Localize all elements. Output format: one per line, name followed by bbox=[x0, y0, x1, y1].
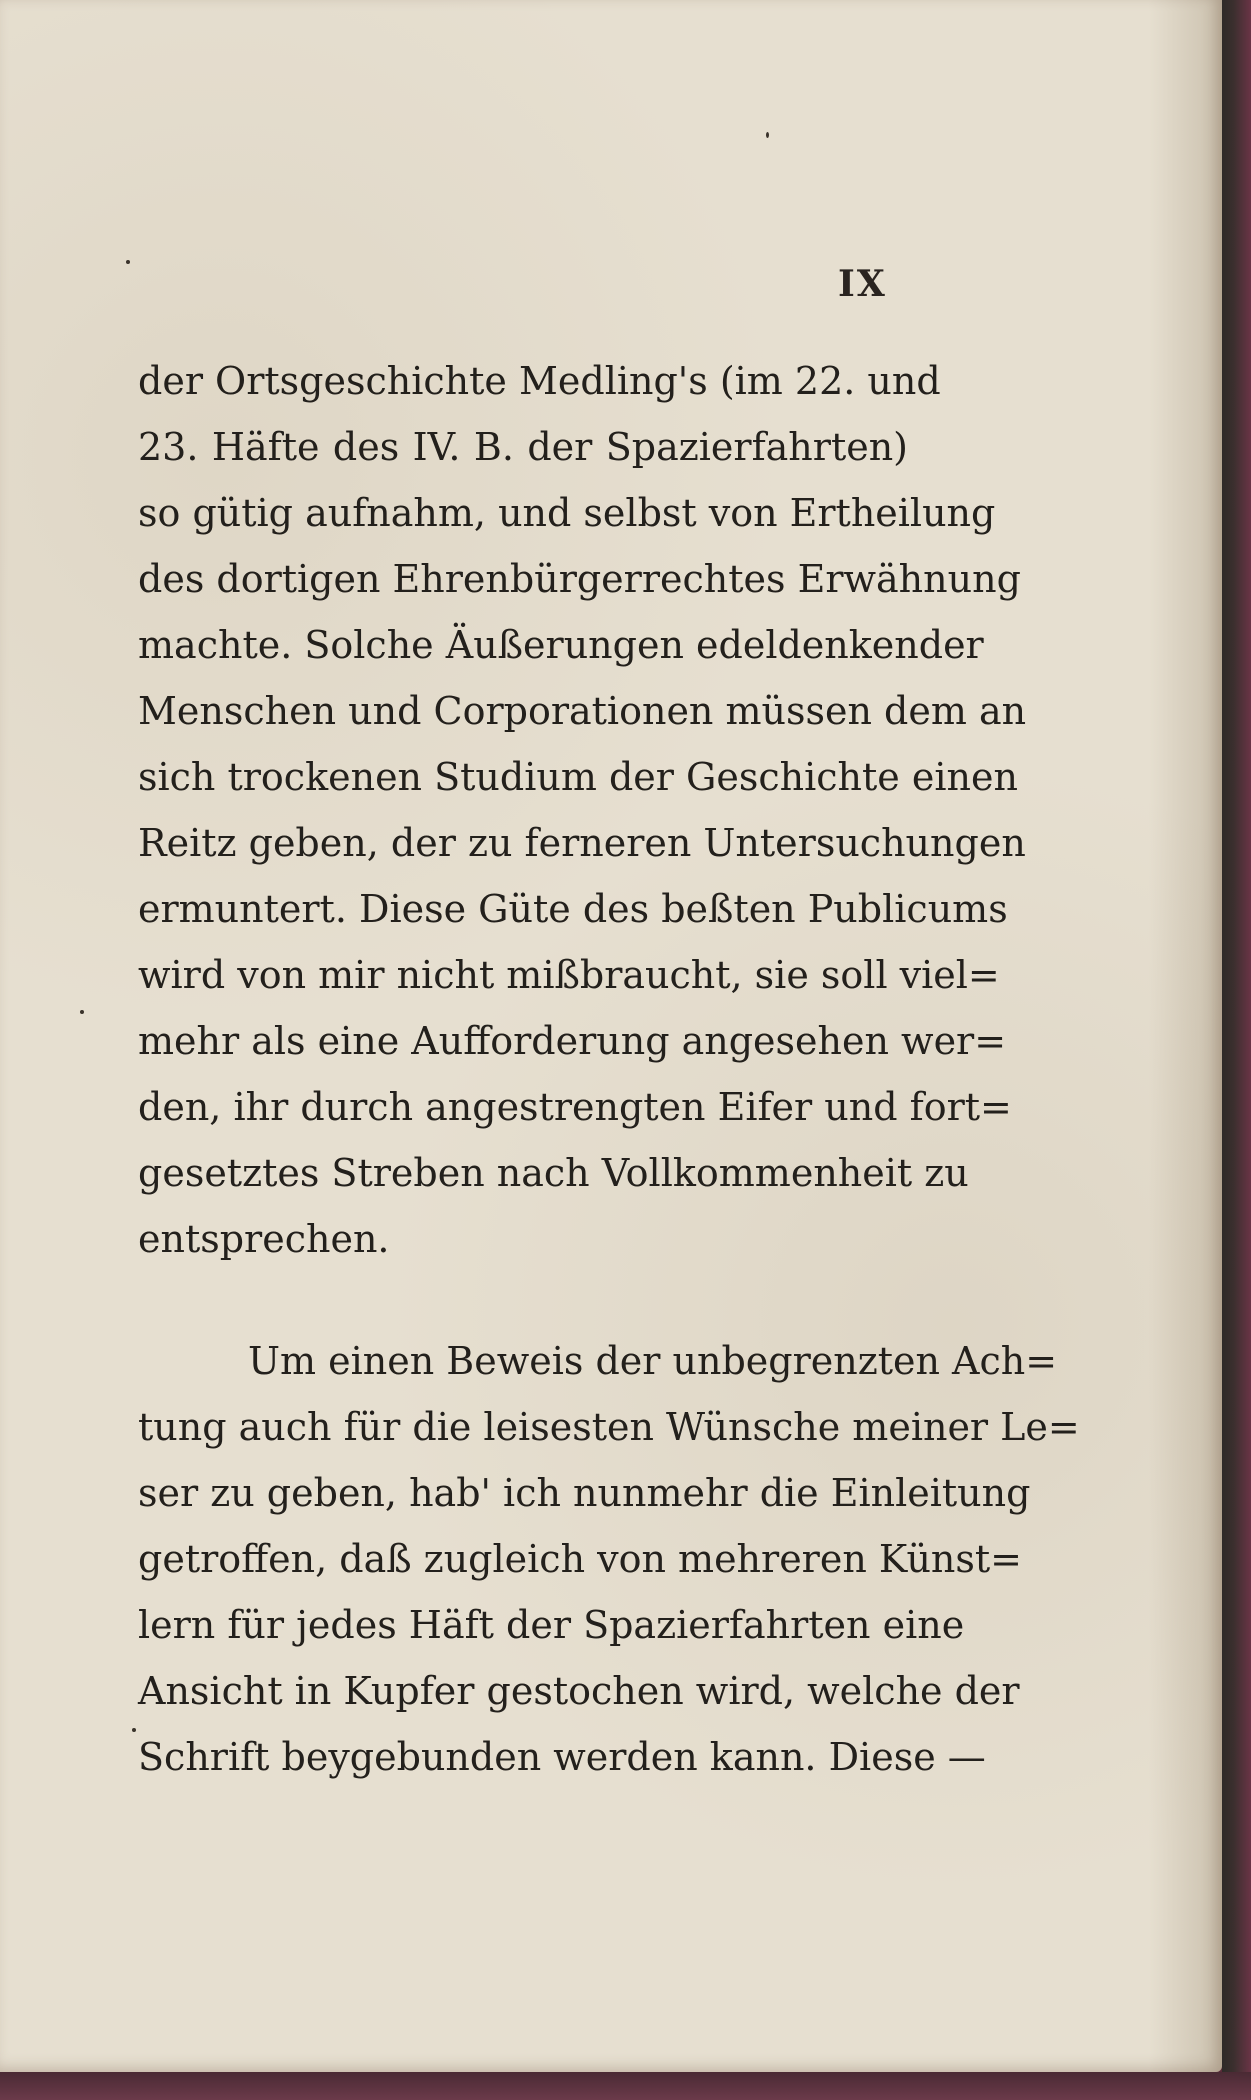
text-line: ser zu geben, hab' ich nunmehr die Einleitung bbox=[138, 1471, 1031, 1515]
page-number: IX bbox=[838, 263, 887, 305]
text-line: so gütig aufnahm, und selbst von Ertheilung bbox=[138, 491, 996, 535]
ink-speck bbox=[766, 132, 769, 138]
text-line: Menschen und Corporationen müssen dem an bbox=[138, 689, 1027, 733]
book-cover-bottom bbox=[0, 2072, 1251, 2100]
text-line: ermuntert. Diese Güte des beßten Publicums bbox=[138, 887, 1008, 931]
text-line: machte. Solche Äußerungen edeldenkender bbox=[138, 623, 984, 667]
text-line: des dortigen Ehrenbürgerrechtes Erwähnung bbox=[138, 557, 1021, 601]
ink-speck bbox=[80, 1010, 84, 1014]
text-line: wird von mir nicht mißbraucht, sie soll viel= bbox=[138, 953, 1000, 997]
text-line: den, ihr durch angestrengten Eifer und fort= bbox=[138, 1085, 1012, 1129]
book-edge bbox=[1222, 0, 1251, 2100]
ink-speck bbox=[132, 1728, 136, 1732]
text-line: gesetztes Streben nach Vollkommenheit zu bbox=[138, 1151, 969, 1195]
ink-speck bbox=[126, 260, 130, 264]
text-line: Schrift beygebunden werden kann. Diese — bbox=[138, 1735, 986, 1779]
paragraph-first-line: Um einen Beweis der unbegrenzten Ach= bbox=[248, 1339, 1058, 1383]
text-line: getroffen, daß zugleich von mehreren Künst= bbox=[138, 1537, 1023, 1581]
text-line: mehr als eine Aufforderung angesehen wer= bbox=[138, 1019, 1007, 1063]
text-line: entsprechen. bbox=[138, 1217, 390, 1261]
text-line: tung auch für die leisesten Wünsche meiner Le= bbox=[138, 1405, 1080, 1449]
text-line: der Ortsgeschichte Medling's (im 22. und bbox=[138, 359, 941, 403]
text-line: lern für jedes Häft der Spazierfahrten eine bbox=[138, 1603, 965, 1647]
text-line: 23. Häfte des IV. B. der Spazierfahrten) bbox=[138, 425, 908, 469]
text-line: Reitz geben, der zu ferneren Untersuchungen bbox=[138, 821, 1026, 865]
text-line: sich trockenen Studium der Geschichte einen bbox=[138, 755, 1018, 799]
text-line: Ansicht in Kupfer gestochen wird, welche der bbox=[138, 1669, 1020, 1713]
